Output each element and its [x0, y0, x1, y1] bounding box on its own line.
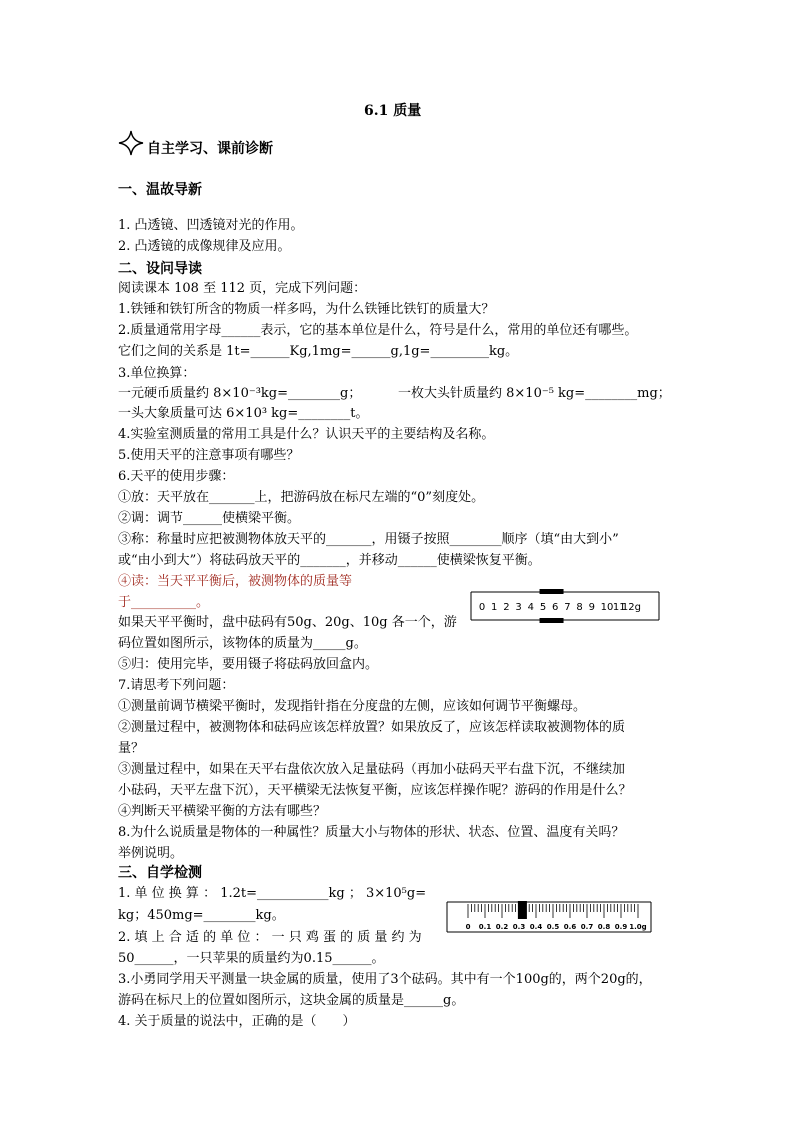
scale-label: 0.4: [529, 923, 543, 931]
section-2-heading: 二、设问导读: [118, 261, 202, 277]
text-line-highlight: 于__________。: [118, 595, 210, 610]
rider-marker: [518, 901, 527, 919]
text-line: ②测量过程中，被测物体和砝码应该怎样放置？如果放反了，应该怎样读取被测物体的质: [118, 720, 626, 735]
text-line: 如果天平平衡时，盘中砝码有50g、20g、10g 各一个，游: [118, 615, 457, 630]
scale-label: 11: [612, 602, 626, 613]
scale-label: 9: [588, 602, 595, 613]
scale-label: 0.1: [478, 923, 492, 931]
text-line: 7.请思考下列问题：: [118, 678, 235, 693]
rider-marker-top: [540, 589, 564, 594]
section-3-heading: 三、自学检测: [118, 865, 202, 881]
scale-label: 12g: [621, 602, 641, 613]
scale-label: 0: [478, 602, 486, 613]
text-line: 1. 凸透镜、凹透镜对光的作用。: [118, 218, 304, 233]
scale-label: 10: [600, 602, 614, 613]
text-line: 阅读课本 108 至 112 页，完成下列问题：: [118, 281, 367, 296]
text-line: 3.单位换算：: [118, 366, 196, 381]
text-line: 3.小勇同学用天平测量一块金属的质量，使用了3个砝码。其中有一个100g的，两个20g的，: [118, 972, 652, 987]
scale-label: 0.6: [563, 923, 577, 931]
text-line: 一元硬币质量约 8×10⁻³kg=________g；: [118, 386, 362, 401]
scale-label: 7: [564, 602, 571, 613]
text-line: 一枚大头针质量约 8×10⁻⁵ kg=________mg；: [398, 386, 671, 401]
text-line: 4.实验室测质量的常用工具是什么？认识天平的主要结构及名称。: [118, 427, 495, 442]
scale-label: 1.0g: [629, 923, 647, 931]
text-line: 50______，一只苹果的质量约为0.15______。: [118, 951, 385, 966]
scale-label: 2: [503, 602, 510, 613]
text-line: 5.使用天平的注意事项有哪些？: [118, 448, 300, 463]
scale-label: 0.2: [495, 923, 509, 931]
text-line: 量？: [118, 741, 145, 756]
scale-label: 4: [527, 602, 534, 613]
text-line: ①测量前调节横梁平衡时，发现指针指在分度盘的左侧，应该如何调节平衡螺母。: [118, 699, 587, 714]
scale-label: 0.5: [546, 923, 560, 931]
text-line: ③称：称量时应把被测物体放天平的_______，用镊子按照________顺序（填“由大到小”: [118, 532, 619, 547]
text-line: 6.天平的使用步骤：: [118, 469, 235, 484]
text-line: kg；450mg=________kg。: [118, 908, 285, 923]
text-line: 2. 凸透镜的成像规律及应用。: [118, 239, 291, 254]
scale-label: 0.8: [597, 923, 611, 931]
text-line: 游码在标尺上的位置如图所示，这块金属的质量是______g。: [118, 993, 465, 1008]
scale-label: 1: [491, 602, 498, 613]
text-line: 2. 填 上 合 适 的 单 位 ： 一 只 鸡 蛋 的 质 量 约 为: [118, 930, 422, 945]
balance-beam-scale-12g: [470, 586, 660, 626]
section-1-heading: 一、温故导新: [118, 182, 202, 198]
text-line: ②调：调节______使横梁平衡。: [118, 511, 301, 526]
scale-label: 6: [552, 602, 559, 613]
text-line: ⑤归：使用完毕，要用镊子将砝码放回盒内。: [118, 657, 379, 672]
scale-label: 0.7: [580, 923, 594, 931]
text-line: 举例说明。: [118, 846, 184, 861]
text-line: 小砝码，天平左盘下沉），天平横梁无法恢复平衡，应该怎样操作呢？游码的作用是什么？: [118, 783, 632, 798]
text-line: 码位置如图所示，该物体的质量为_____g。: [118, 636, 367, 651]
scale-label: 8: [576, 602, 583, 613]
balance-beam-scale-1g: [446, 900, 652, 934]
scale-label: 3: [515, 602, 522, 613]
text-line: 1. 单 位 换 算 ： 1.2t=___________kg ； 3×10⁵g=: [118, 886, 427, 901]
text-line: ④判断天平横梁平衡的方法有哪些？: [118, 804, 327, 819]
sparkle-icon: [118, 130, 144, 156]
rider-marker-bottom: [540, 618, 564, 623]
text-line: 2.质量通常用字母______表示，它的基本单位是什么，符号是什么，常用的单位还有哪些。: [118, 323, 638, 338]
text-line: 1.铁锤和铁钉所含的物质一样多吗，为什么铁锤比铁钉的质量大？: [118, 302, 495, 317]
text-line: 它们之间的关系是 1t=______Kg,1mg=______g,1g=_________kg。: [118, 344, 519, 359]
text-line-highlight: ④读：当天平平衡后，被测物体的质量等: [118, 574, 353, 589]
text-line: ③测量过程中，如果在天平右盘依次放入足量砝码（再加小砝码天平右盘下沉，不继续加: [118, 762, 626, 777]
text-line: ①放：天平放在_______上，把游码放在标尺左端的“0”刻度处。: [118, 490, 485, 505]
scale-label: 5: [539, 602, 547, 613]
text-line: 4. 关于质量的说法中，正确的是（ ）: [118, 1014, 356, 1029]
scale-label: 0.3: [512, 923, 526, 931]
page-title: 6.1 质量: [364, 103, 422, 119]
text-line: 或“由小到大”）将砝码放天平的_______，并移动______使横梁恢复平衡。: [118, 553, 541, 568]
scale-label: 0.9: [614, 923, 628, 931]
scale-label: 0: [465, 923, 471, 931]
section-head: 自主学习、课前诊断: [147, 141, 273, 157]
text-line: 8.为什么说质量是物体的一种属性？质量大小与物体的形状、状态、位置、温度有关吗？: [118, 825, 625, 840]
text-line: 一头大象质量可达 6×10³ kg=________t。: [118, 406, 369, 421]
